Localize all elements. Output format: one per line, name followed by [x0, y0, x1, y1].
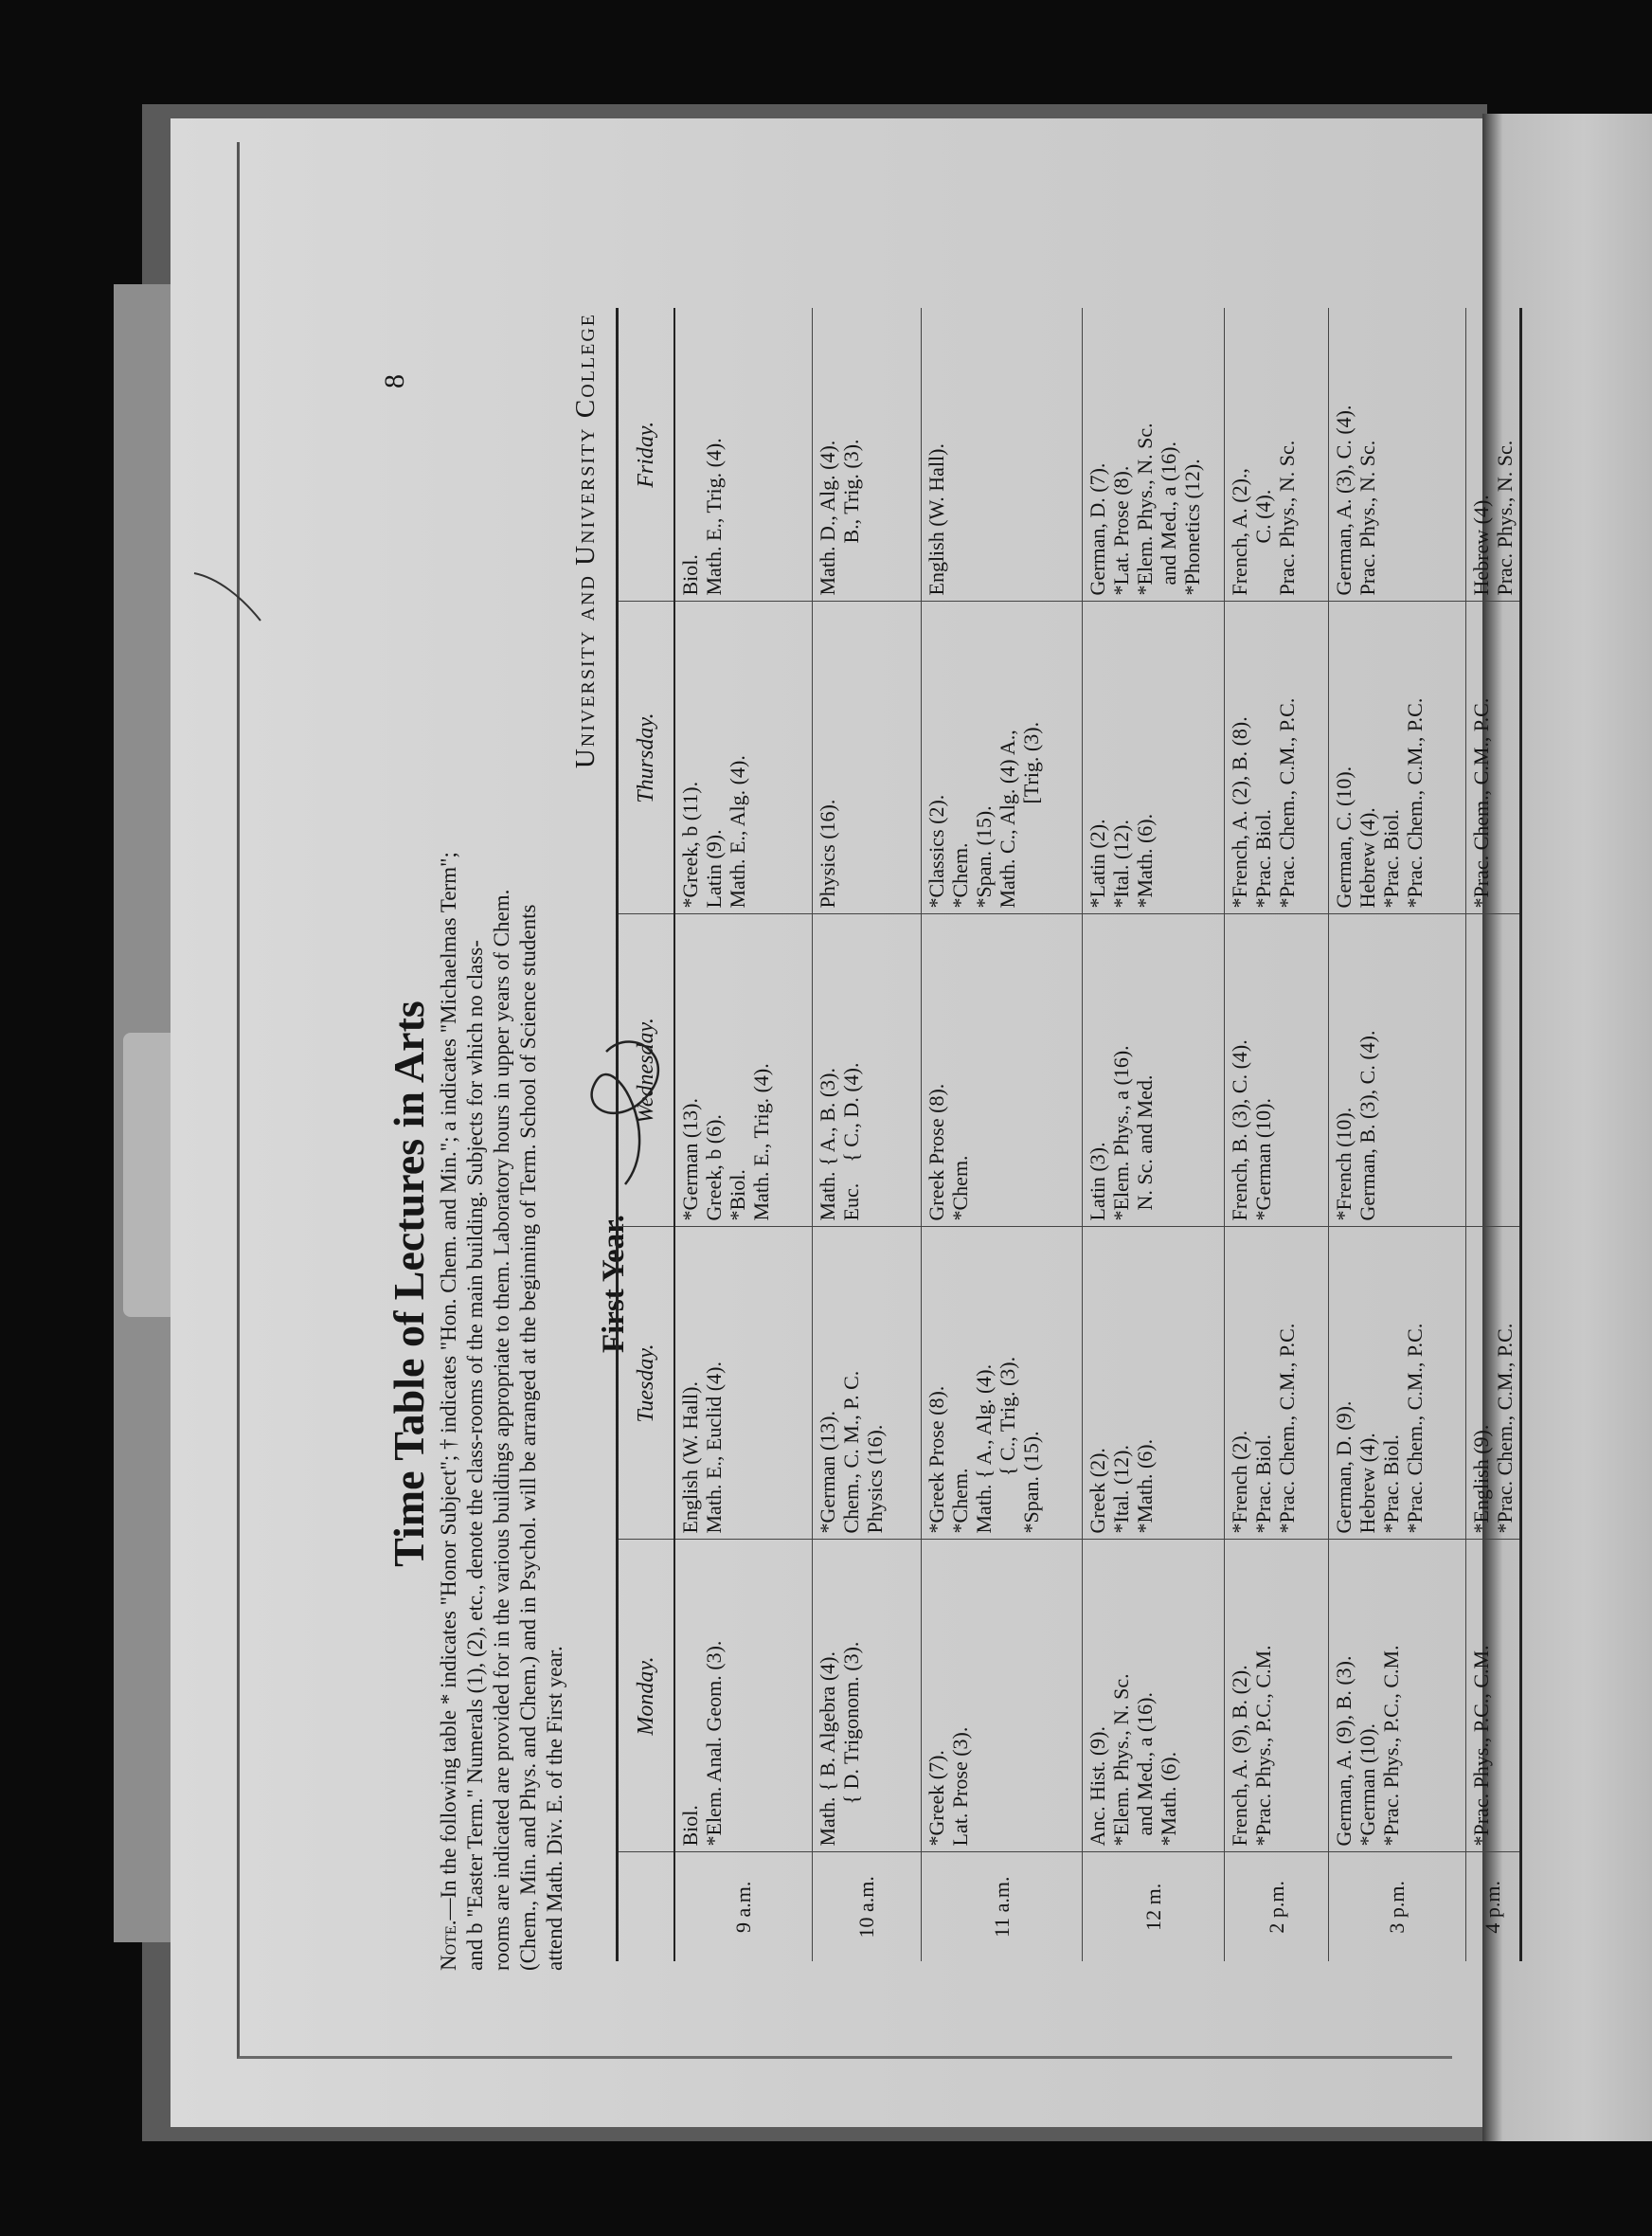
cell-line: *Prac. Chem., C.M., P.C.: [1402, 697, 1427, 909]
cell-line: [Trig. (3).: [1018, 721, 1043, 909]
timetable-cell: [1224, 308, 1328, 602]
cell-line: *Prac. Chem., C.M., P.C.: [1274, 1323, 1299, 1534]
cell-line: *German (13).: [815, 1410, 839, 1534]
cell-line: Biol.: [678, 554, 702, 596]
day-header: Thursday.: [618, 602, 675, 914]
hour-label: 3 p.m.: [1385, 1880, 1409, 1934]
cell-line: *Phonetics (12).: [1179, 459, 1204, 596]
timetable-cell: [1082, 602, 1224, 914]
timetable-cell: [1224, 914, 1328, 1227]
cell-line: Math. E., Alg. (4).: [726, 755, 749, 909]
timetable-row: [674, 308, 812, 1961]
timetable-row: [921, 308, 1082, 1961]
timetable-row: [1082, 308, 1224, 1961]
cell-line: *Span. (15).: [971, 805, 996, 909]
cell-line: Greek (2).: [1085, 1448, 1109, 1534]
timetable-cell: [1082, 914, 1224, 1227]
cell-line: French, A. (2).,: [1227, 468, 1251, 596]
timetable-cell: [921, 602, 1082, 914]
cell-line: *Prac. Phys., P.C., C.M.: [1378, 1645, 1403, 1847]
timetable-cell: [1328, 914, 1465, 1227]
timetable-cell: [1465, 1227, 1520, 1540]
cell-line: *Lat. Prose (8).: [1108, 465, 1133, 596]
note-line: (Chem., Min. and Phys. and Chem.) and in Psychol. will be arranged at the beginning of Term. School of Science students: [516, 904, 540, 1971]
timetable-cell: [812, 602, 921, 914]
cell-line: and Med., a (16).: [1156, 441, 1180, 596]
cell-line: *Elem. Phys., N. Sc.: [1132, 423, 1157, 596]
page-number: 8: [379, 374, 410, 388]
hour-label: 2 p.m.: [1264, 1880, 1288, 1934]
timetable-cell: [674, 1540, 812, 1852]
cell-line: *Greek, b (11).: [678, 781, 702, 909]
cell-line: English (W. Hall).: [678, 1381, 702, 1534]
timetable-row: [812, 308, 921, 1961]
cell-line: Hebrew (4).: [1355, 807, 1379, 909]
timetable-cell: [674, 914, 812, 1227]
cell-line: *Prac. Chem., C.M., P.C.: [1492, 1323, 1517, 1534]
cell-line: *Chem.: [947, 842, 972, 909]
timetable-cell: [921, 1540, 1082, 1852]
cell-line: Greek, b (6).: [702, 1114, 726, 1221]
timetable-cell: [921, 308, 1082, 602]
timetable-cell: [812, 308, 921, 602]
day-header: Monday.: [618, 1540, 675, 1852]
hour-label: 11 a.m.: [989, 1876, 1014, 1938]
cell-line: *Elem. Anal. Geom. (3).: [702, 1640, 726, 1847]
cell-line: *Prac. Biol.: [1378, 809, 1403, 909]
rotated-page-content: [379, 303, 1517, 1971]
cell-line: Chem., C. M., P. C.: [838, 1370, 863, 1534]
cell-line: *Biol.: [726, 1169, 749, 1221]
note-label: Note.: [437, 1920, 460, 1971]
day-header: Wednesday.: [618, 914, 675, 1227]
cell-line: Math. D., Alg. (4).: [815, 440, 839, 596]
cell-line: Math. C., Alg. (4) A.,: [995, 730, 1019, 909]
cell-line: *Prac. Biol.: [1250, 809, 1275, 909]
cell-line: German, D. (9).: [1331, 1400, 1356, 1534]
cell-line: C. (4).: [1250, 489, 1275, 596]
day-header: Tuesday.: [618, 1227, 675, 1540]
timetable-row: [1328, 308, 1465, 1961]
cell-line: German, A. (9), B. (3).: [1331, 1655, 1356, 1847]
note-line: and b "Easter Term." Numerals (1), (2), etc., denote the class-rooms of the main building. Subjects for which no class-: [463, 940, 487, 1971]
timetable-cell: [1465, 914, 1520, 1227]
cell-line: *Chem.: [947, 1468, 972, 1534]
timetable-cell: [674, 602, 812, 914]
cell-line: *Span. (15).: [1018, 1431, 1043, 1534]
cell-line: Physics (16).: [815, 799, 839, 909]
timetable-cell: [1082, 308, 1224, 602]
cell-line: and Med., a (16).: [1132, 1691, 1157, 1847]
timetable-cell: [1224, 1227, 1328, 1540]
timetable-cell: [1328, 1540, 1465, 1852]
cell-line: *Elem. Phys., a (16).: [1108, 1045, 1133, 1221]
cell-line: German, A. (3), C. (4).: [1331, 405, 1356, 596]
cell-line: German, C. (10).: [1331, 766, 1356, 909]
cell-line: N. Sc. and Med.: [1132, 1074, 1157, 1221]
timetable-cell: [1082, 1540, 1224, 1852]
cell-line: Hebrew (4).: [1468, 495, 1493, 596]
timetable-cell: [1328, 602, 1465, 914]
timetable-cell: [812, 1227, 921, 1540]
cell-line: { D. Trigonom. (3).: [838, 1641, 863, 1847]
cell-line: *French (10).: [1331, 1107, 1356, 1221]
timetable-header-row: [618, 308, 675, 1961]
cell-line: *Greek Prose (8).: [924, 1385, 948, 1534]
cell-line: *French (2).: [1227, 1430, 1251, 1534]
cell-line: Lat. Prose (3).: [947, 1726, 972, 1847]
timetable-cell: [674, 308, 812, 602]
hour-label: 10 a.m.: [854, 1876, 878, 1938]
cell-line: *Chem.: [947, 1155, 972, 1221]
cell-line: German, D. (7).: [1085, 462, 1109, 596]
cell-line: Hebrew (4).: [1355, 1433, 1379, 1534]
cell-line: *Math. (6).: [1132, 813, 1157, 909]
timetable-row: [1465, 308, 1520, 1961]
cell-line: Prac. Phys., N. Sc.: [1492, 440, 1517, 596]
note-line: rooms are indicated are provided for in the various buildings appropriate to them. Laboratory hours in upper years of Chem.: [490, 889, 513, 1971]
cell-line: Math. E., Trig. (4).: [702, 438, 726, 596]
cell-line: Math. { B. Algebra (4).: [815, 1651, 839, 1847]
cell-line: *German (13).: [678, 1097, 702, 1221]
hour-column-header: [618, 1852, 675, 1961]
timetable-row: [1224, 308, 1328, 1961]
note-line: attend Math. Div. E. of the First year.: [543, 1646, 566, 1971]
cell-line: *Ital. (12).: [1108, 1445, 1133, 1534]
cell-line: German, B. (3), C. (4).: [1355, 1030, 1379, 1221]
timetable-cell: [921, 1227, 1082, 1540]
hour-label: 4 p.m.: [1481, 1880, 1504, 1934]
cell-line: *Prac. Chem., C.M., P.C.: [1402, 1323, 1427, 1534]
cell-line: Greek Prose (8).: [924, 1083, 948, 1221]
cell-line: *Prac. Phys., P.C., C.M.: [1250, 1645, 1275, 1847]
timetable-cell: [921, 914, 1082, 1227]
cell-line: *Ital. (12).: [1108, 820, 1133, 909]
cell-line: *Prac. Phys., P.C., C.M.: [1468, 1645, 1493, 1847]
cell-line: *Math. (6).: [1132, 1438, 1157, 1534]
running-head: University and University College: [570, 313, 601, 769]
cell-line: Biol.: [678, 1805, 702, 1847]
cell-line: Physics (16).: [862, 1424, 887, 1534]
cell-line: Math. E., Trig. (4).: [749, 1063, 773, 1221]
cell-line: *French, A. (2), B. (8).: [1227, 716, 1251, 909]
timetable-cell: [1082, 1227, 1224, 1540]
cell-line: *Prac. Chem., C.M., P.C.: [1468, 697, 1493, 909]
cell-line: *Prac. Biol.: [1378, 1434, 1403, 1534]
cell-line: *German (10).: [1355, 1722, 1379, 1847]
cell-line: Anc. Hist. (9).: [1085, 1726, 1109, 1847]
timetable-cell: [1465, 1540, 1520, 1852]
section-subtitle: First Year.: [597, 1214, 631, 1354]
cell-line: *German (10).: [1250, 1097, 1275, 1221]
timetable: [616, 308, 1522, 1961]
cell-line: *Prac. Biol.: [1250, 1434, 1275, 1534]
cell-line: *Prac. Chem., C.M., P.C.: [1274, 697, 1299, 909]
timetable-cell: [812, 914, 921, 1227]
cell-line: *English (9).: [1468, 1424, 1493, 1534]
cell-line: Math. E., Euclid (4).: [702, 1361, 726, 1534]
cell-line: *Latin (2).: [1085, 819, 1109, 909]
cell-line: French, A. (9), B. (2).: [1227, 1665, 1251, 1847]
hour-label: 12 m.: [1140, 1883, 1165, 1931]
cell-line: English (W. Hall).: [924, 443, 948, 596]
day-header: Friday.: [618, 308, 675, 602]
cell-line: Prac. Phys., N. Sc.: [1274, 440, 1299, 596]
note-line: [436, 360, 462, 1971]
timetable-cell: [1465, 602, 1520, 914]
note-paragraph: [436, 360, 568, 1971]
cell-line: *Classics (2).: [924, 794, 948, 909]
timetable-body: [674, 308, 1520, 1961]
cell-line: Prac. Phys., N. Sc.: [1355, 440, 1379, 596]
cell-line: *Elem. Phys., N. Sc.: [1108, 1673, 1133, 1847]
timetable-cell: [812, 1540, 921, 1852]
cell-line: Math. { A., Alg. (4).: [971, 1363, 996, 1534]
cell-line: { C., Trig. (3).: [995, 1356, 1019, 1534]
timetable-cell: [674, 1227, 812, 1540]
cell-line: B., Trig. (3).: [838, 439, 863, 596]
hour-label: 9 a.m.: [731, 1881, 756, 1933]
cell-line: French, B. (3), C. (4).: [1227, 1039, 1251, 1221]
timetable-cell: [1224, 1540, 1328, 1852]
timetable-cell: [1465, 308, 1520, 602]
timetable-cell: [1328, 1227, 1465, 1540]
cell-line: *Greek (7).: [924, 1750, 948, 1847]
cell-line: Latin (9).: [702, 829, 726, 909]
cell-line: *Math. (6).: [1156, 1751, 1180, 1847]
timetable-cell: [1328, 308, 1465, 602]
note-text: —In the following table * indicates "Honor Subject"; † indicates "Hon. Chem. and Min."; a indicates "Michaelmas Term";: [437, 852, 460, 1920]
cell-line: Latin (3).: [1085, 1142, 1109, 1221]
page-title: Time Table of Lectures in Arts: [385, 1001, 433, 1567]
cell-line: Math. { A., B. (3).: [815, 1068, 839, 1221]
timetable-cell: [1224, 602, 1328, 914]
cell-line: Euc. { C., D. (4).: [838, 1062, 863, 1221]
